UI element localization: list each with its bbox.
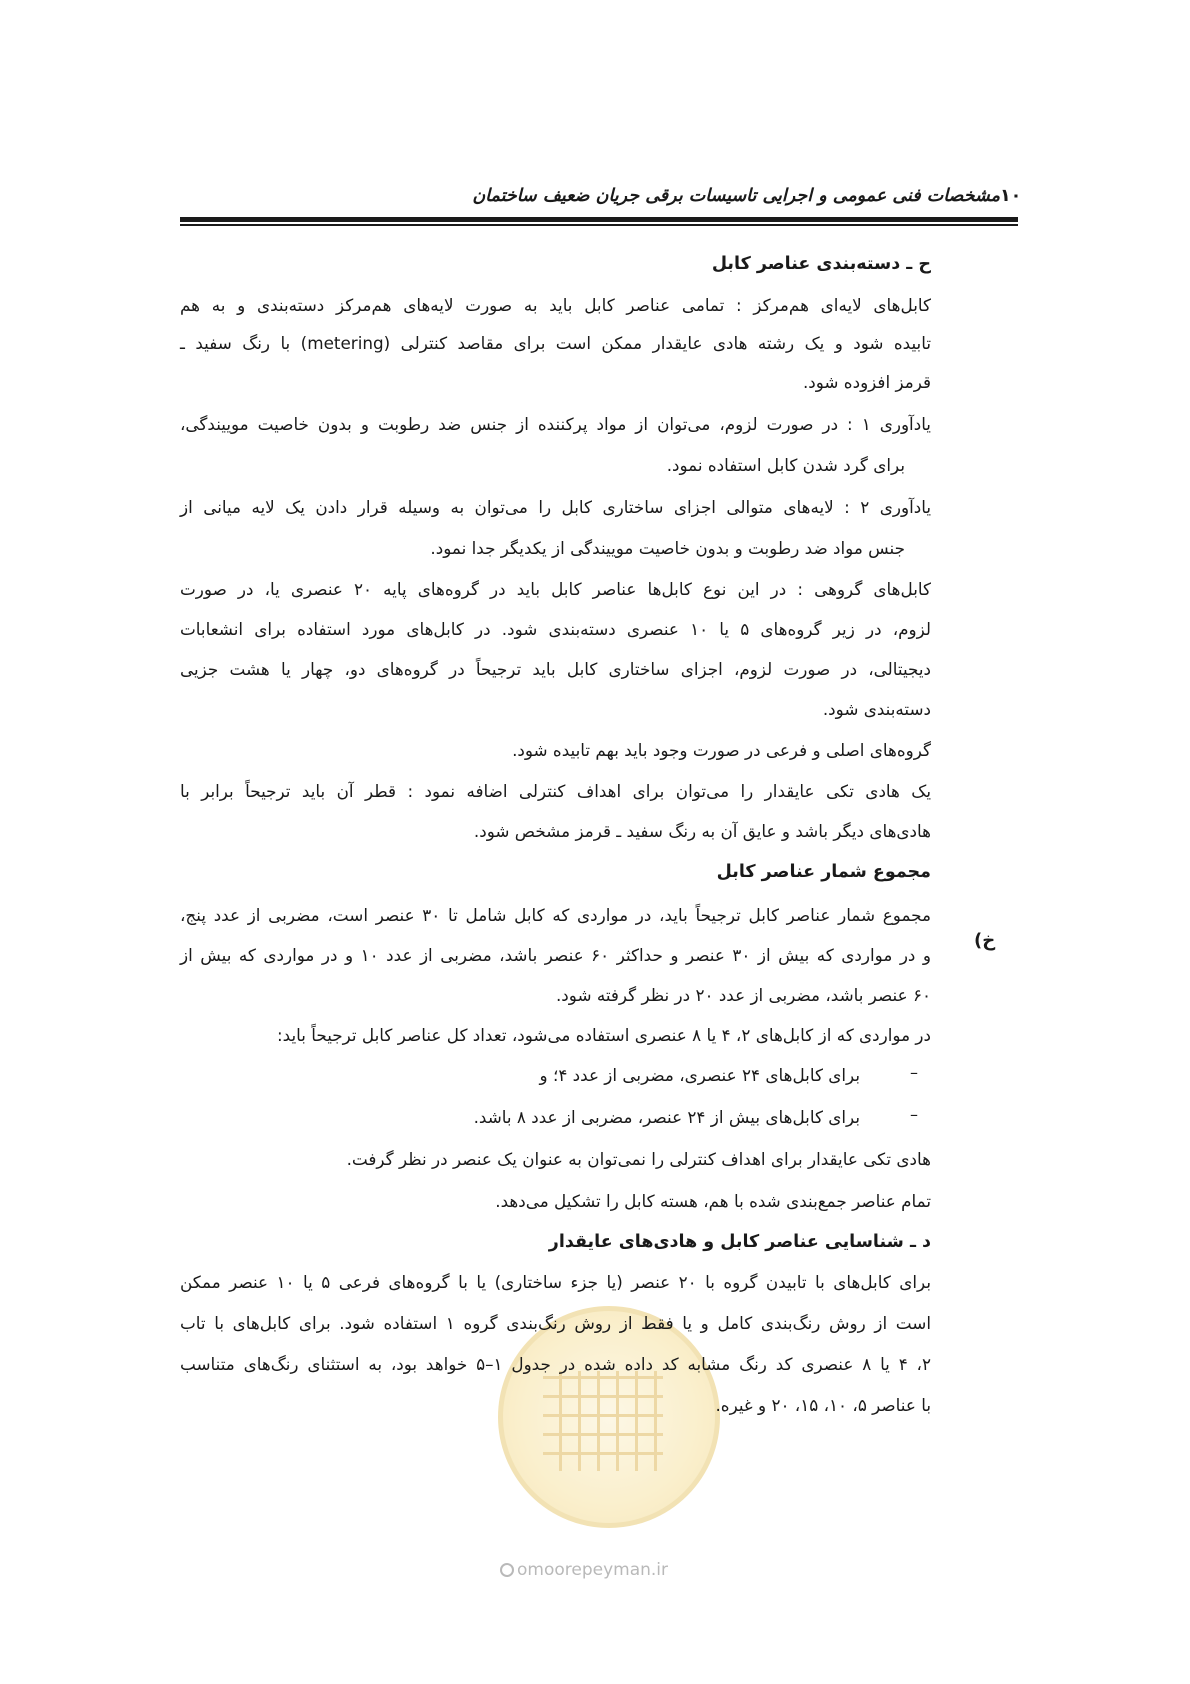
paragraph-line: هادی‌های دیگر باشد و عایق آن به رنگ سفید ـ قرمز مشخص شود.	[473, 821, 931, 841]
page-number: ۱۰	[1000, 186, 1022, 206]
bullet-marker: –	[910, 1105, 918, 1124]
paragraph-line: کابل‌های گروهی : در این نوع کابل‌ها عناصر کابل باید در گروه‌های پایه ۲۰ عنصری یا، در صورت	[180, 579, 931, 599]
at-icon	[500, 1563, 514, 1577]
subsection-marker: خ)	[974, 930, 996, 951]
watermark-grid	[543, 1371, 663, 1471]
list-item: برای کابل‌های ۲۴ عنصری، مضربی از عدد ۴؛ و	[539, 1065, 860, 1085]
paragraph-line: قرمز افزوده شود.	[802, 372, 931, 392]
paragraph-line: ۶۰ عنصر باشد، مضربی از عدد ۲۰ در نظر گرفته شود.	[555, 985, 931, 1005]
paragraph-line: کابل‌های لایه‌ای هم‌مرکز : تمامی عناصر کابل باید به صورت لایه‌های هم‌مرکز دسته‌بندی و به هم	[180, 295, 931, 315]
paragraph-line: مجموع شمار عناصر کابل ترجیحاً باید، در مواردی که کابل شامل تا ۳۰ عنصر است، مضربی از عدد پنج،	[180, 905, 931, 925]
watermark-url-text: omoorepeyman.ir	[517, 1560, 669, 1580]
header-rule-thin	[180, 224, 1018, 226]
note-line: یادآوری ۱ : در صورت لزوم، می‌توان از مواد پرکننده از جنس ضد رطوبت و بدون خاصیت موییندگی،	[180, 414, 931, 434]
paragraph-line: هادی تکی عایقدار برای اهداف کنترلی را نمی‌توان به عنوان یک عنصر در نظر گرفت.	[346, 1149, 931, 1169]
paragraph-line: گروه‌های اصلی و فرعی در صورت وجود باید بهم تابیده شود.	[512, 740, 931, 760]
paragraph-line: دسته‌بندی شود.	[822, 699, 931, 719]
paragraph-line: برای کابل‌های با تابیدن گروه با ۲۰ عنصر (یا جزء ساختاری) یا با گروه‌های فرعی ۵ یا ۱۰ عنصر ممکن	[180, 1272, 931, 1292]
paragraph-line: لزوم، در زیر گروه‌های ۵ یا ۱۰ عنصری دسته‌بندی شود. در کابل‌های مورد استفاده برای انشعابات	[180, 619, 931, 639]
watermark-logo	[498, 1306, 720, 1528]
note-line: برای گرد شدن کابل استفاده نمود.	[666, 455, 905, 475]
paragraph-line: با عناصر ۵، ۱۰، ۱۵، ۲۰ و غیره.	[715, 1395, 931, 1415]
paragraph-line: ۲، ۴ یا ۸ عنصری کد رنگ مشابه کد داده شده در جدول ۱–۵ خواهد بود، به استثنای رنگ‌های متناسب	[180, 1354, 931, 1374]
note-line: یادآوری ۲ : لایه‌های متوالی اجزای ساختاری کابل را می‌توان به وسیله قرار دادن یک لایه میانی از	[180, 497, 931, 517]
section-heading-h: ح ـ دسته‌بندی عناصر کابل	[711, 254, 931, 274]
note-line: جنس مواد ضد رطوبت و بدون خاصیت موییندگی از یکدیگر جدا نمود.	[430, 538, 905, 558]
paragraph-line: یک هادی تکی عایقدار را می‌توان برای اهداف کنترلی اضافه نمود : قطر آن باید ترجیحاً برابر با	[180, 781, 931, 801]
list-item: برای کابل‌های بیش از ۲۴ عنصر، مضربی از عدد ۸ باشد.	[473, 1107, 860, 1127]
paragraph-line: است از روش رنگ‌بندی کامل و یا فقط از روش رنگ‌بندی گروه ۱ استفاده شود. برای کابل‌های با تاب	[180, 1313, 931, 1333]
paragraph-line: در مواردی که از کابل‌های ۲، ۴ یا ۸ عنصری استفاده می‌شود، تعداد کل عناصر کابل ترجیحاً باید:	[277, 1025, 931, 1045]
paragraph-line: و در مواردی که بیش از ۳۰ عنصر و حداکثر ۶۰ عنصر باشد، مضربی از عدد ۱۰ و در مواردی که بیش از	[180, 945, 931, 965]
paragraph-line: تابیده شود و یک رشته هادی عایقدار ممکن است برای مقاصد کنترلی (metering) با رنگ سفید ـ	[180, 333, 931, 353]
bullet-marker: –	[910, 1063, 918, 1082]
header-rule-thick	[180, 217, 1018, 222]
section-heading-kh: مجموع شمار عناصر کابل	[716, 862, 931, 882]
paragraph-line: دیجیتالی، در صورت لزوم، اجزای ساختاری کابل باید ترجیحاً در گروه‌های دو، چهار یا هشت جزیی	[180, 659, 931, 679]
watermark-url	[500, 1560, 668, 1580]
running-header-title: مشخصات فنی عمومی و اجرایی تاسیسات برقی جریان ضعیف ساختمان	[472, 186, 1000, 206]
paragraph-line: تمام عناصر جمع‌بندی شده با هم، هسته کابل را تشکیل می‌دهد.	[495, 1191, 931, 1211]
section-heading-d: د ـ شناسایی عناصر کابل و هادی‌های عایقدار	[548, 1232, 931, 1252]
